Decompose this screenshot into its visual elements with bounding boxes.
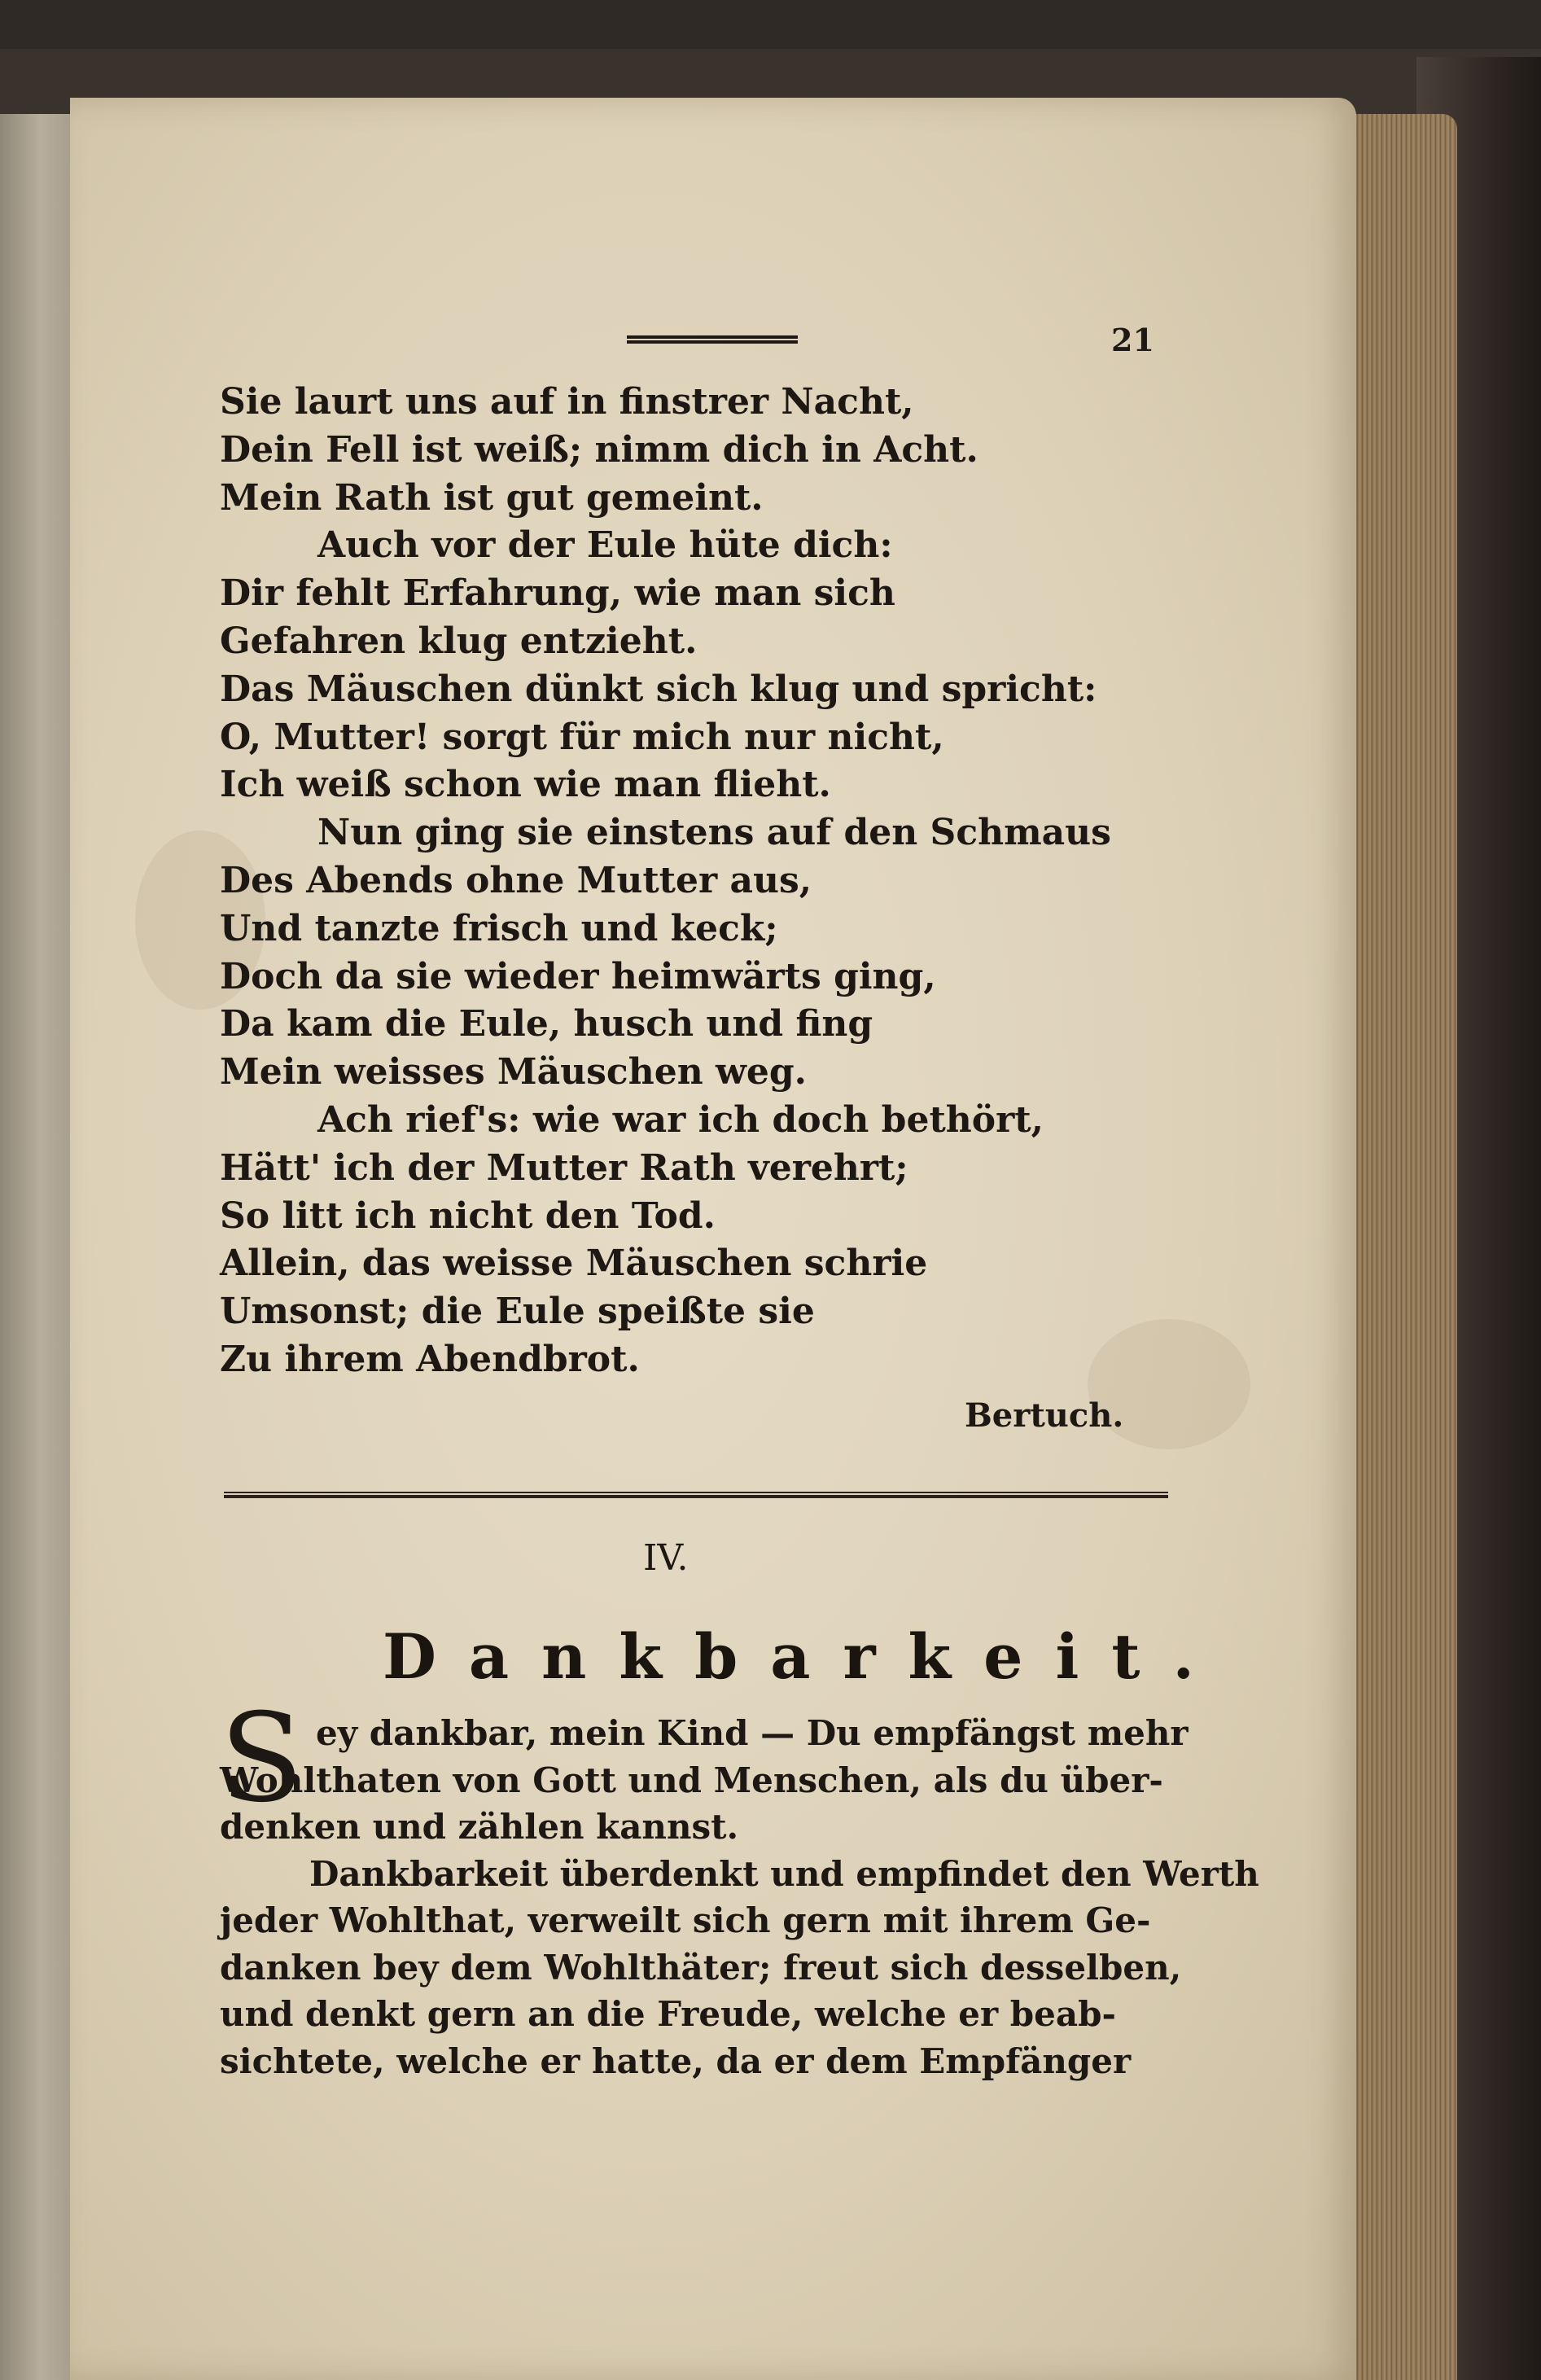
poem-author: Bertuch. [965,1396,1124,1435]
poem-line: So litt ich nicht den Tod. [220,1194,716,1237]
poem-line: Das Mäuschen dünkt sich klug und spricht: [220,668,1097,710]
paragraph-line: sichtete, welche er hatte, da er dem Empfänger [220,2040,1132,2081]
poem-line: Zu ihrem Abendbrot. [220,1338,640,1380]
poem-line: Gefahren klug entzieht. [220,620,698,662]
poem-line: O, Mutter! sorgt für mich nur nicht, [220,716,944,758]
paragraph-line: und denkt gern an die Freude, welche er beab- [220,1994,1116,2034]
paragraph-line: jeder Wohlthat, verweilt sich gern mit ihrem Ge- [220,1900,1151,1940]
poem-lines [220,379,1197,1384]
drop-cap: S [220,1688,304,1830]
poem-line: Nun ging sie einstens auf den Schmaus [317,812,1111,854]
poem-line: Dein Fell ist weiß; nimm dich in Acht. [220,428,978,471]
poem-line: Doch da sie wieder heimwärts ging, [220,955,936,997]
poem-block [220,379,1197,1384]
header-ornament-rule [627,334,798,345]
poem-line: Umsonst; die Eule speißte sie [220,1291,815,1333]
poem-line: Des Abends ohne Mutter aus, [220,859,812,901]
paragraph-line: Dankbarkeit überdenkt und empfindet den Werth [309,1853,1259,1894]
page-number: 21 [1111,322,1154,358]
facing-page-edge [0,114,73,2380]
paragraph-line: ey dankbar, mein Kind — Du empfängst mehr [316,1713,1189,1753]
poem-line: Allein, das weisse Mäuschen schrie [220,1243,928,1285]
poem-line: Mein weisses Mäuschen weg. [220,1051,807,1094]
poem-line: Auch vor der Eule hüte dich: [317,524,893,567]
paragraph-line: denken und zählen kannst. [220,1807,739,1847]
section-divider [224,1492,1168,1498]
poem-line: Ach rief's: wie war ich doch bethört, [317,1098,1044,1141]
paragraph-line: danken bey dem Wohlthäter; freut sich desselben, [220,1947,1182,1988]
paragraph-line: Wohlthaten von Gott und Menschen, als du über- [220,1760,1163,1800]
prose-block [220,1688,1259,2084]
poem-line: Da kam die Eule, husch und fing [220,1003,873,1045]
poem-line: Mein Rath ist gut gemeint. [220,476,764,519]
poem-line: Sie laurt uns auf in finstrer Nacht, [220,381,914,423]
poem-line: Und tanzte frisch und keck; [220,907,778,949]
paragraph-1 [220,1688,1189,1851]
section-title: Dankbarkeit. [383,1620,1227,1693]
poem-line: Dir fehlt Erfahrung, wie man sich [220,572,895,615]
paragraph-2 [220,1851,1259,2085]
poem-line: Ich weiß schon wie man flieht. [220,764,831,806]
section-number: IV. [643,1537,689,1579]
poem-line: Hätt' ich der Mutter Rath verehrt; [220,1146,908,1189]
